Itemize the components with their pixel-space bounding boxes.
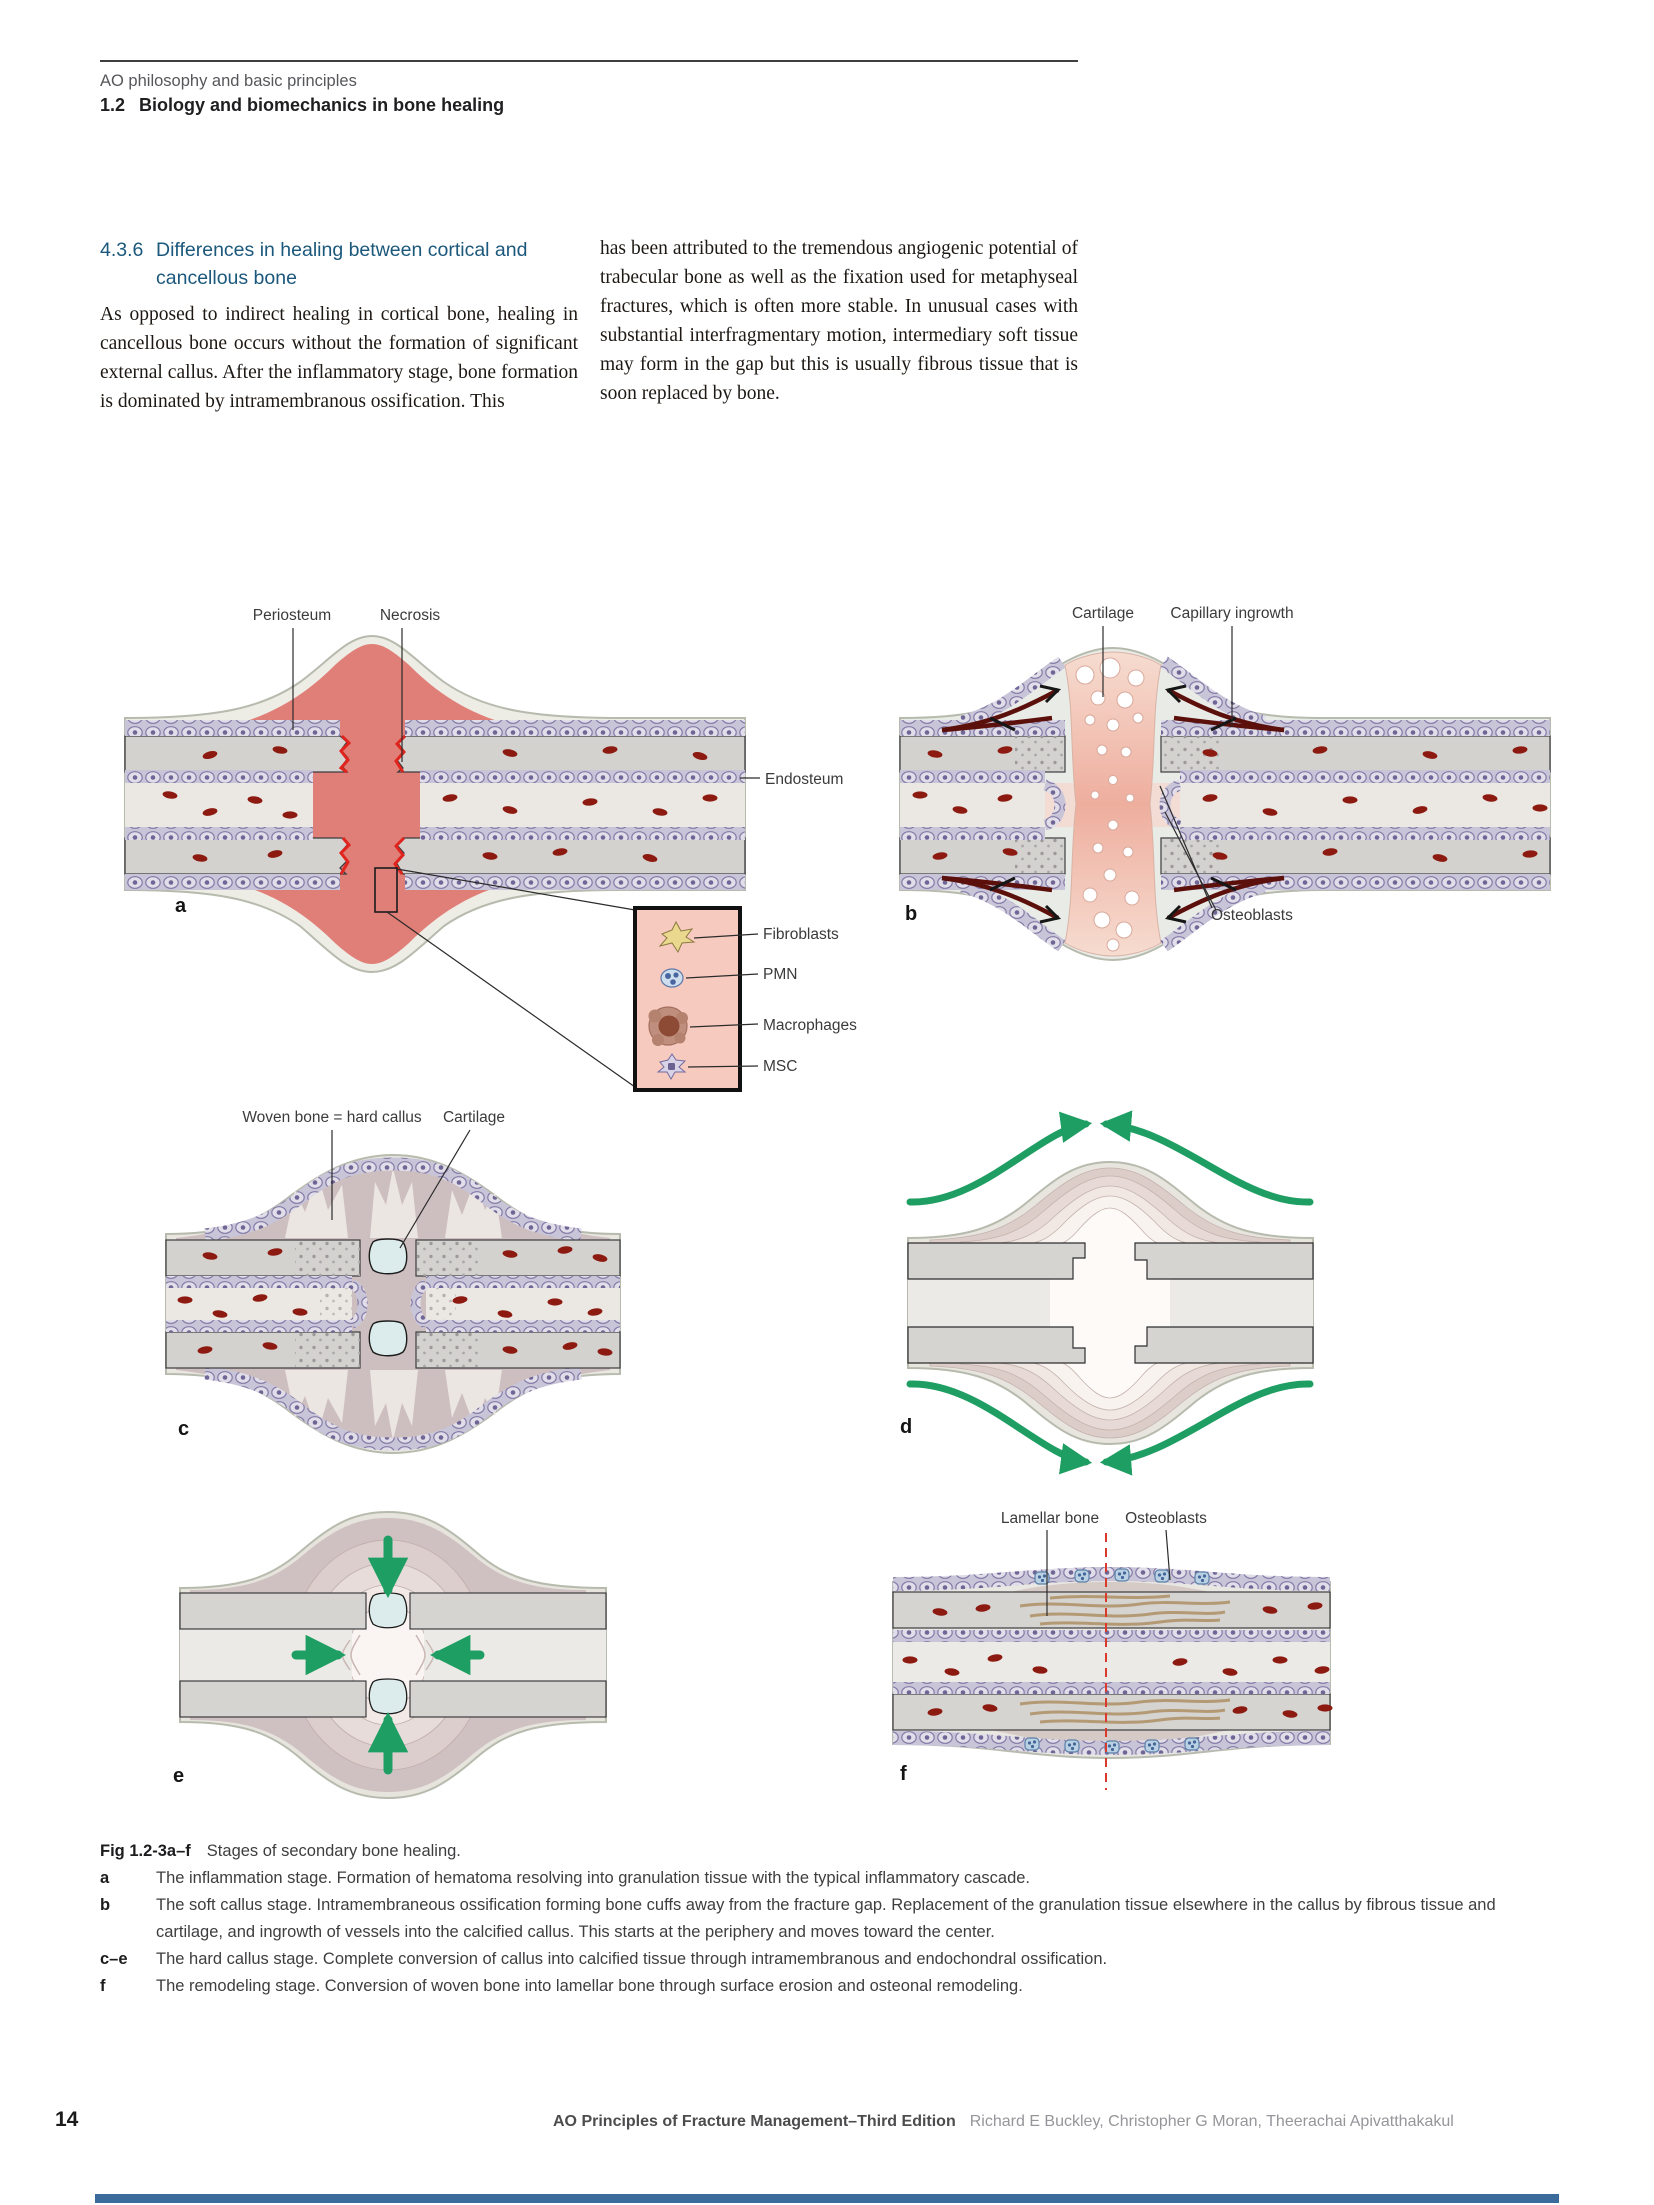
medullary-canal-left <box>125 783 313 827</box>
figure-number: Fig 1.2-3a–f <box>100 1842 191 1860</box>
medullary-left <box>908 1279 1050 1327</box>
caption-item-a: a The inflammation stage. Formation of hematoma resolving into granulation tissue with the typical inflammatory cascade. <box>100 1869 1031 1887</box>
panel-e-callus-compression <box>173 1512 606 1798</box>
cortex-top-left <box>125 736 348 772</box>
panel-f-remodeling <box>893 1510 1333 1790</box>
cartilage-island-bottom <box>369 1679 407 1714</box>
cartilage-island-top <box>369 1593 407 1628</box>
cortex-bottom-left <box>125 838 348 874</box>
cortex-bottom <box>893 1694 1330 1730</box>
capillary-ingrowth-label: Capillary ingrowth <box>1170 605 1294 622</box>
endosteum-label: Endosteum <box>765 771 844 788</box>
cortex-top-right <box>410 1593 606 1629</box>
section-title: Differences in healing between cortical and cancellous bone <box>156 239 528 289</box>
cortex-bottom-right <box>410 1681 606 1717</box>
panel-letter-f: f <box>900 1763 907 1785</box>
cortex-bottom-left <box>908 1327 1085 1363</box>
cortex-top-right <box>1161 736 1550 772</box>
footer-accent-bar <box>95 2194 1559 2203</box>
cartilage-label: Cartilage <box>442 1109 506 1126</box>
osteoblasts-label: Osteoblasts <box>1211 907 1293 924</box>
panel-letter-d: d <box>900 1416 913 1438</box>
panel-letter-c: c <box>178 1418 190 1440</box>
book-authors: Richard E Buckley, Christopher G Moran, Theerachai Apivatthakakul <box>969 2113 1454 2130</box>
inset-leader-bottom <box>387 912 635 1087</box>
cartilage-column <box>1065 652 1161 956</box>
inset-inflammatory-cells <box>635 908 857 1090</box>
section-number: 4.3.6 <box>100 239 144 261</box>
macrophage-cell <box>649 1007 689 1046</box>
page-number: 14 <box>55 2108 79 2131</box>
header-rule <box>100 60 1078 62</box>
cortex-bottom-right <box>396 838 745 874</box>
paragraph-right-column: has been attributed to the tremendous angiogenic potential of trabecular bone as well as the fixation used for metaphyseal fractures, which is often more stable. In unusual cases with substantial interfragmentary motion, intermediary soft tissue may form in the gap but this is usually fibrous tissue that is soon replaced by bone. <box>600 238 1078 404</box>
caption-item-f: f The remodeling stage. Conversion of woven bone into lamellar bone through surface erosion and osteonal remodeling. <box>100 1977 1023 1995</box>
chapter-heading <box>100 95 504 116</box>
macrophages-label: Macrophages <box>763 1017 857 1034</box>
panel-letter-b: b <box>905 903 918 925</box>
cortex-bottom-left <box>180 1681 366 1717</box>
woven-bone-label: Woven bone = hard callus <box>242 1109 422 1126</box>
fibroblasts-label: Fibroblasts <box>763 926 839 943</box>
chapter-title: Biology and biomechanics in bone healing <box>139 95 505 115</box>
cartilage-island-bottom <box>369 1321 407 1356</box>
cortex-bottom-right <box>1135 1327 1313 1363</box>
caption-item-b: b The soft callus stage. Intramembraneous ossification forming bone cuffs away from the fracture gap. Replacement of the granulation tissue elsewhere in the callus by fibrous tissue and cartilage, and ingrowth of vessels into the calcified callus. This starts at the periphery and moves toward the center. <box>100 1896 1496 1941</box>
section-heading <box>100 236 580 292</box>
periosteum-label: Periosteum <box>252 607 332 624</box>
header-eyebrow: AO philosophy and basic principles <box>100 72 357 90</box>
chapter-number: 1.2 <box>100 95 126 115</box>
osteoblasts-label: Osteoblasts <box>1125 1510 1207 1527</box>
medullary-right <box>1170 1279 1313 1327</box>
footer-credits <box>553 2113 1454 2131</box>
msc-label: MSC <box>763 1058 798 1075</box>
panel-c-hard-callus <box>166 1109 620 1453</box>
panel-b-soft-callus <box>900 605 1550 960</box>
panel-d-callus-consolidation <box>900 1124 1313 1462</box>
cortex-top-left <box>180 1593 366 1629</box>
caption-item-c-e: c–e The hard callus stage. Complete conversion of callus into calcified tissue through intramembranous and endochondral ossification. <box>100 1950 1108 1968</box>
figure-illustration <box>90 590 1570 1805</box>
book-title: AO Principles of Fracture Management–Third Edition <box>553 2113 956 2130</box>
cartilage-island-top <box>369 1239 407 1274</box>
medullary-canal-right <box>420 783 745 827</box>
figure-caption <box>100 1838 1552 2000</box>
paragraph-left-column: As opposed to indirect healing in cortical bone, healing in cancellous bone occurs without the formation of significant external callus. After the inflammatory stage, bone formation is dominated by intramembranous ossification. This <box>100 304 578 412</box>
figure-title: Stages of secondary bone healing. <box>206 1842 461 1860</box>
panel-letter-a: a <box>175 895 187 917</box>
necrosis-label: Necrosis <box>379 607 441 624</box>
lamellar-bone-label: Lamellar bone <box>1000 1510 1100 1527</box>
pmn-label: PMN <box>763 966 798 983</box>
medullary-canal <box>893 1640 1330 1682</box>
caption-heading <box>100 1838 1552 1865</box>
panel-letter-e: e <box>173 1765 185 1787</box>
cortex-top-left <box>908 1243 1085 1279</box>
cartilage-label: Cartilage <box>1071 605 1135 622</box>
cortex-top-right <box>1135 1243 1313 1279</box>
